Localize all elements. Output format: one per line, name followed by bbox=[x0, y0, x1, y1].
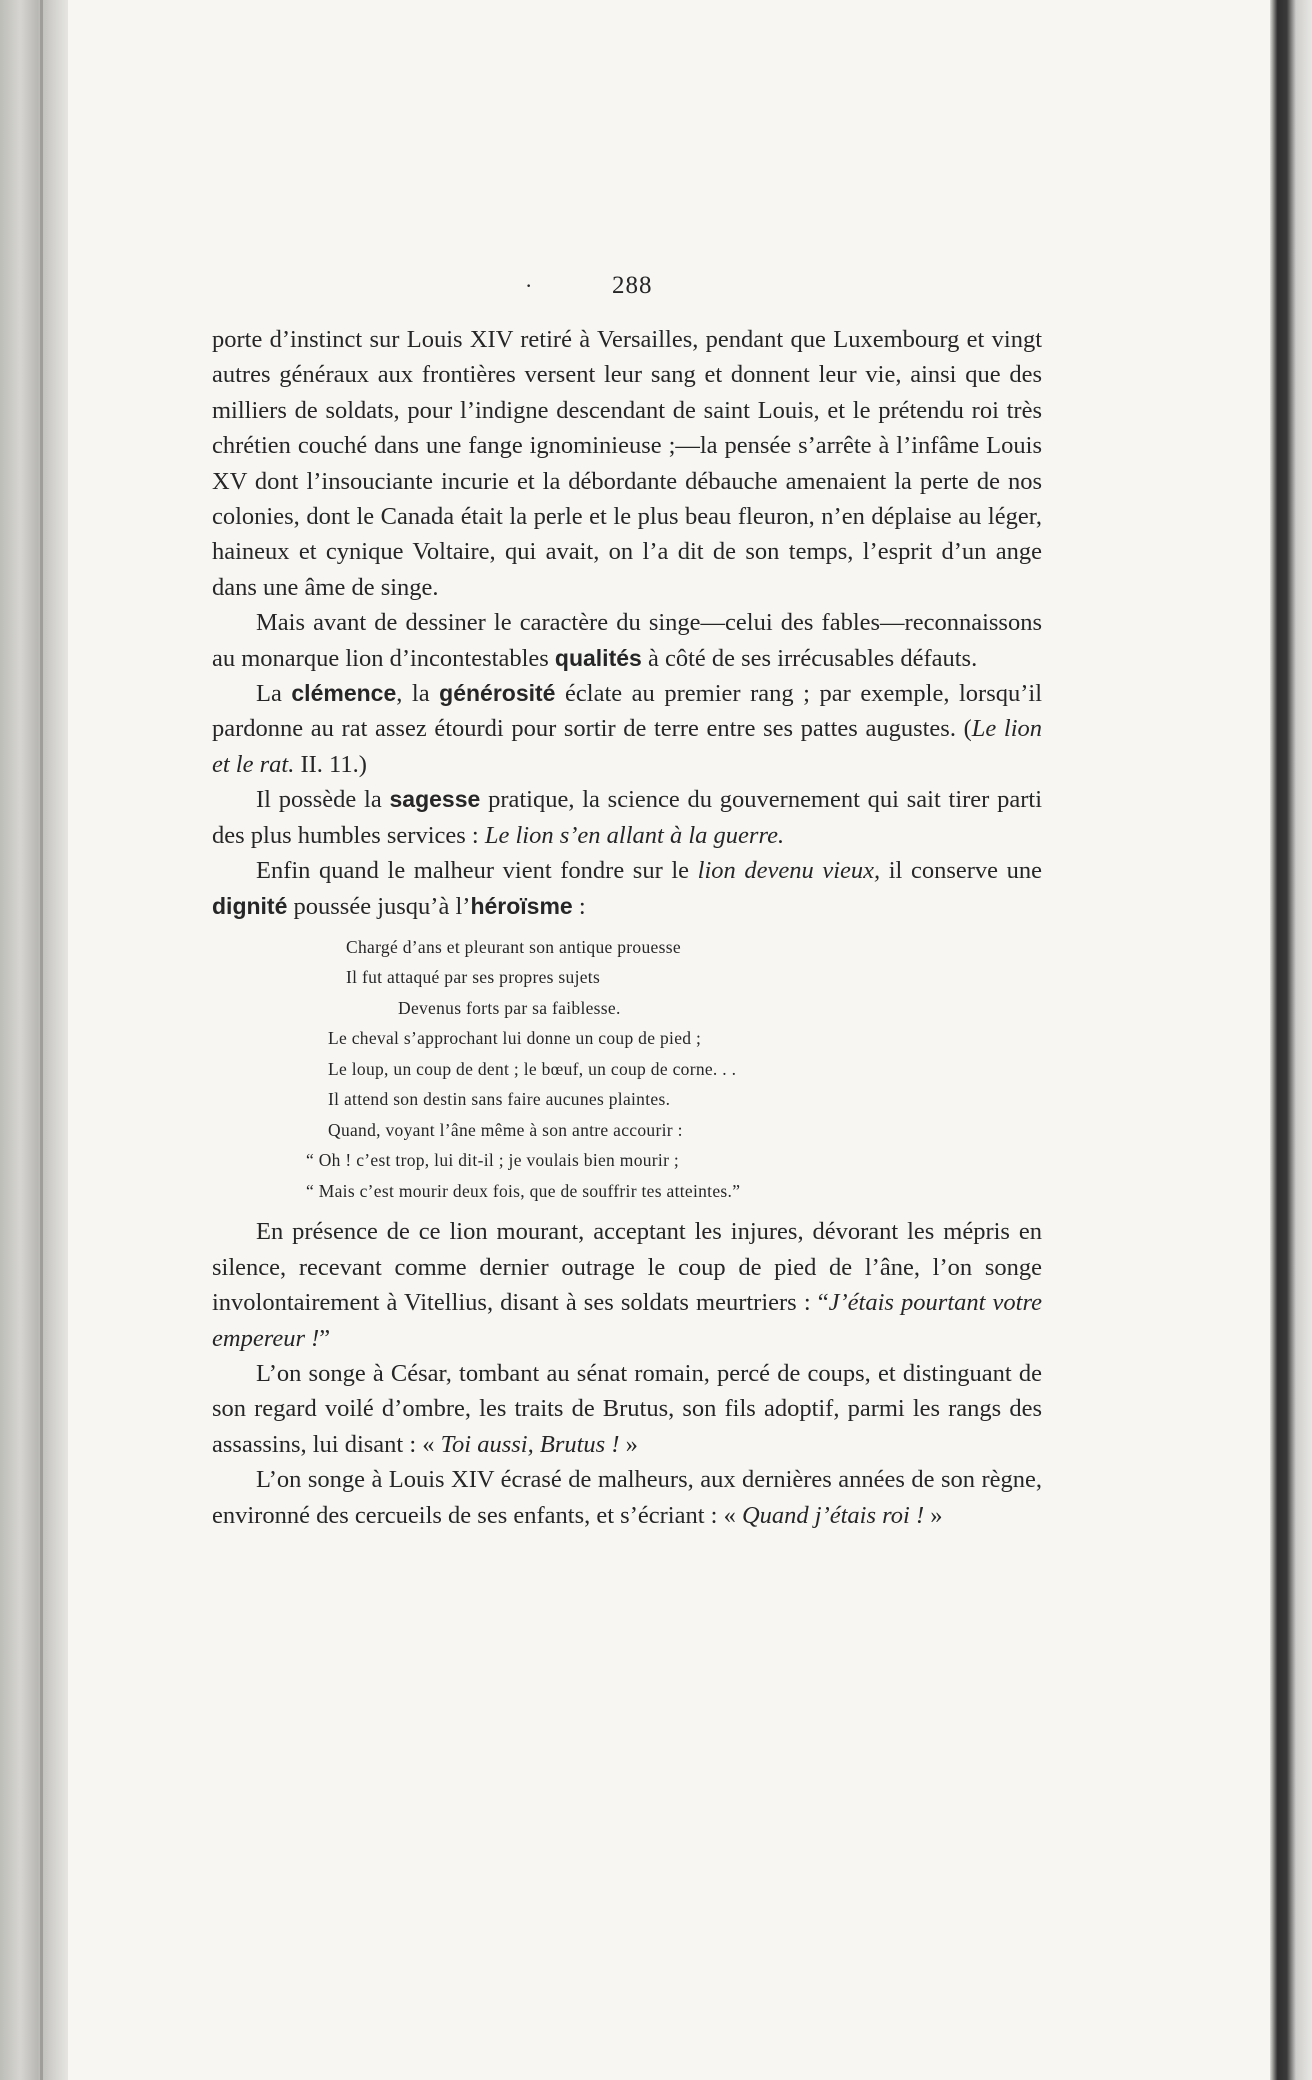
page-body bbox=[212, 322, 1042, 1533]
page-number: 288 bbox=[612, 272, 653, 299]
paragraph-1: porte d’instinct sur Louis XIV retiré à Versailles, pendant que Luxembourg et vingt autres généraux aux frontières versent leur sang et donnent leur vie, ainsi que des milliers de soldats, pour l’indigne descendant de saint Louis, et le prétendu roi très chrétien couché dans une fange ignominieuse ;—la pensée s’arrête à l’infâme Louis XV dont l’insouciante incurie et la débordante débauche amenaient la perte de nos colonies, dont le Canada était la perle et le plus beau fleuron, n’en déplaise au léger, haineux et cynique Voltaire, qui avait, on l’a dit de son temps, l’esprit d’un ange dans une âme de singe. bbox=[212, 326, 1042, 601]
poem-line: Le cheval s’approchant lui donne un coup de pied ; bbox=[328, 1028, 702, 1049]
paragraph-2: Mais avant de dessiner le caractère du singe—celui des fables—reconnaissons au monarque lion d’incontestables qualités à côté de ses irrécusables défauts. bbox=[212, 609, 1042, 672]
poem-line: Devenus forts par sa faiblesse. bbox=[398, 997, 621, 1018]
poem-quote bbox=[212, 932, 1042, 1207]
paragraph-8: L’on songe à Louis XIV écrasé de malheurs, aux dernières années de son règne, environné des cercueils de ses enfants, et s’écriant : « Quand j’étais roi ! » bbox=[212, 1466, 1042, 1529]
poem-line: Chargé d’ans et pleurant son antique prouesse bbox=[346, 936, 681, 957]
poem-line: Il fut attaqué par ses propres sujets bbox=[346, 967, 601, 988]
paragraph-4: Il possède la sagesse pratique, la science du gouvernement qui sait tirer parti des plus humbles services : Le lion s’en allant à la guerre. bbox=[212, 786, 1042, 849]
paragraph-3: La clémence, la générosité éclate au premier rang ; par exemple, lorsqu’il pardonne au rat assez étourdi pour sortir de terre entre ses pattes augustes. (Le lion et le rat. II. 11.) bbox=[212, 680, 1043, 778]
page-mark: · bbox=[525, 273, 533, 298]
book-gutter-left bbox=[0, 0, 68, 2080]
poem-line: Le loup, un coup de dent ; le bœuf, un coup de corne. . . bbox=[328, 1058, 737, 1079]
paragraph-5: Enfin quand le malheur vient fondre sur le lion devenu vieux, il conserve une dignité poussée jusqu’à l’héroïsme : bbox=[212, 857, 1043, 920]
poem-line: “ Oh ! c’est trop, lui dit-il ; je voulais bien mourir ; bbox=[306, 1150, 680, 1171]
book-edge-right bbox=[1270, 0, 1312, 2080]
poem-line: Quand, voyant l’âne même à son antre accourir : bbox=[328, 1119, 683, 1140]
poem-line: Il attend son destin sans faire aucunes plaintes. bbox=[328, 1089, 671, 1110]
poem-line: “ Mais c’est mourir deux fois, que de souffrir tes atteintes.” bbox=[306, 1180, 741, 1201]
paragraph-7: L’on songe à César, tombant au sénat romain, percé de coups, et distinguant de son regard voilé d’ombre, les traits de Brutus, son fils adoptif, parmi les rangs des assassins, lui disant : « Toi aussi, Brutus ! » bbox=[212, 1360, 1042, 1458]
paragraph-6: En présence de ce lion mourant, acceptant les injures, dévorant les mépris en silence, recevant comme dernier outrage le coup de pied de l’âne, l’on songe involontairement à Vitellius, disant à ses soldats meurtriers : “J’étais pourtant votre empereur !” bbox=[212, 1218, 1042, 1352]
